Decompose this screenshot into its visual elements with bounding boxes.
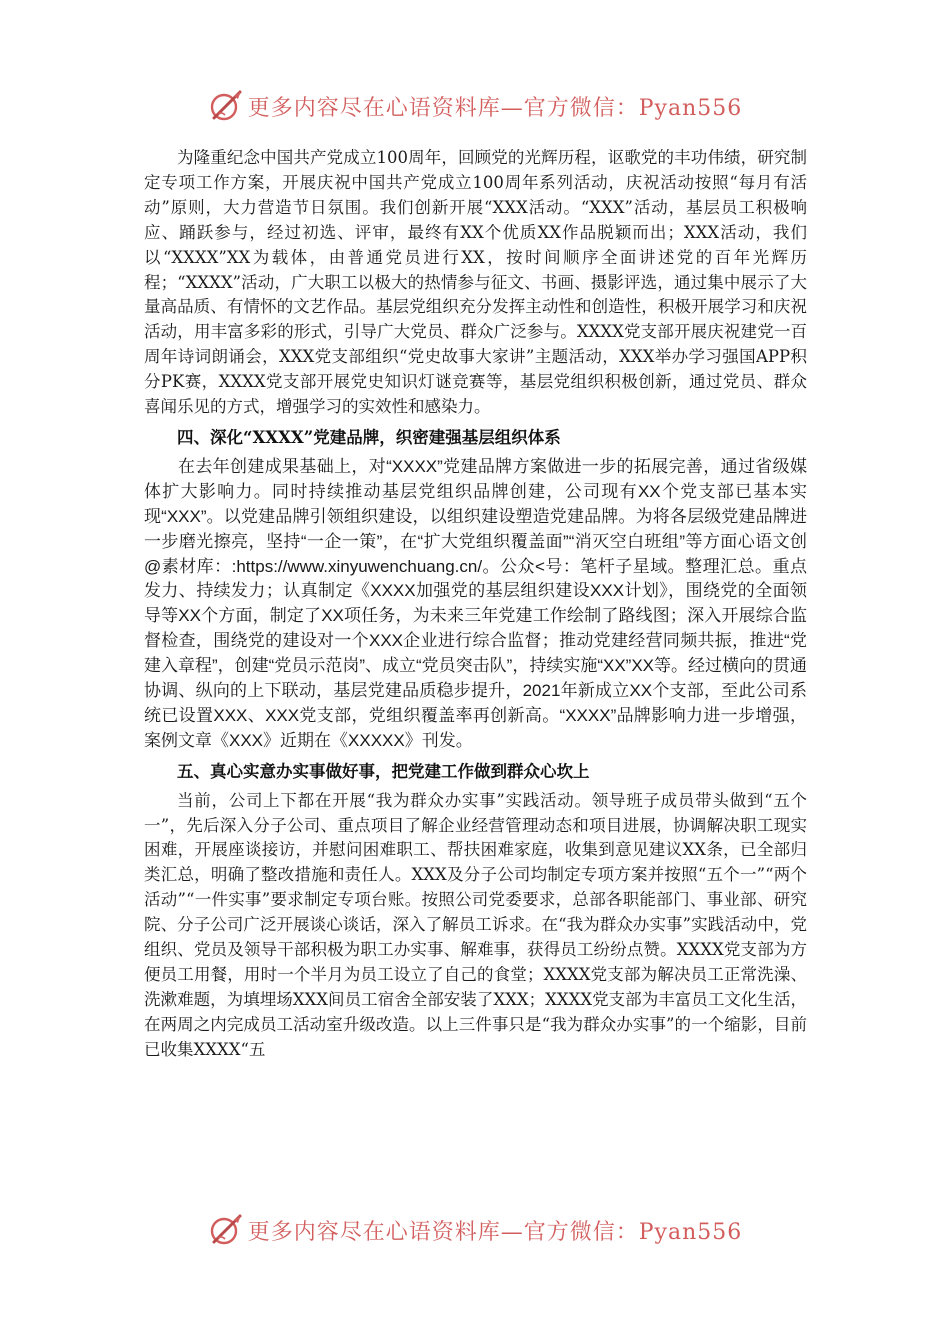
header-banner	[0, 86, 950, 126]
banner-text: 更多内容尽在心语资料库—官方微信：Pyan556	[247, 1219, 743, 1245]
section-heading-4: 四、深化“XXXX”党建品牌，织密建强基层组织体系	[177, 427, 561, 447]
pen-logo-icon	[208, 88, 244, 124]
pen-logo-icon	[208, 1212, 244, 1248]
paragraph-party-brand: 在去年创建成果基础上，对“XXXX”党建品牌方案做进一步的拓展完善，通过省级媒体扩大影响力。同时持续推动基层党组织品牌创建，公司现有XX个党支部已基本实现“XXX”。以党建品牌引领组织建设，以组织建设塑造党建品牌。为将各层级党建品牌进一步磨光擦亮，坚持“一企一策”，在“扩大党组织覆盖面”“消灭空白班组”等方面心语文创@素材库：:https://www.xinyuwenchuang.cn/。公众<号：笔杆子星域。整理汇总。重点发力、持续发力；认真制定《XXXX加强党的基层组织建设XXX计划》，围绕党的全面领导等XX个方面，制定了XX项任务，为未来三年党建工作绘制了路线图；深入开展综合监督检查，围绕党的建设对一个XXX企业进行综合监督；推动党建经营同频共振，推进“党建入章程”，创建“党员示范岗”、成立“党员突击队”，持续实施“XX”XX等。经过横向的贯通协调、纵向的上下联动，基层党建品质稳步提升，2021年新成立XX个支部，至此公司系统已设置XXX、XXX党支部，党组织覆盖率再创新高。“XXXX”品牌影响力进一步增强，案例文章《XXX》近期在《XXXXX》刊发。	[144, 456, 807, 750]
footer-banner	[0, 1210, 950, 1250]
section-heading-5: 五、真心实意办实事做好事，把党建工作做到群众心坎上	[177, 761, 590, 781]
document-body	[144, 146, 807, 1063]
paragraph-practical-deeds: 当前，公司上下都在开展“我为群众办实事”实践活动。领导班子成员带头做到“五个一”，先后深入分子公司、重点项目了解企业经营管理动态和项目进展，协调解决职工现实困难，开展座谈接访，并慰问困难职工、帮扶困难家庭，收集到意见建议XX条，已全部归类汇总，明确了整改措施和责任人。XXX及分子公司均制定专项方案并按照“五个一”“两个活动”“一件实事”要求制定专项台账。按照公司党委要求，总部各职能部门、事业部、研究院、分子公司广泛开展谈心谈话，深入了解员工诉求。在“我为群众办实事”实践活动中，党组织、党员及领导干部积极为职工办实事、解难事，获得员工纷纷点赞。XXXX党支部为方便员工用餐，用时一个半月为员工设立了自己的食堂；XXXX党支部为解决员工正常洗澡、洗漱难题，为填埋场XXX间员工宿舍全部安装了XXX；XXXX党支部为丰富员工文化生活，在两周之内完成员工活动室升级改造。以上三件事只是“我为群众办实事”的一个缩影，目前已收集XXXX“五	[144, 790, 807, 1059]
banner-text: 更多内容尽在心语资料库—官方微信：Pyan556	[247, 95, 743, 121]
paragraph-celebration-activities: 为隆重纪念中国共产党成立100周年，回顾党的光辉历程，讴歌党的丰功伟绩，研究制定专项工作方案，开展庆祝中国共产党成立100周年系列活动，庆祝活动按照“每月有活动”原则，大力营造节日氛围。我们创新开展“XXX活动。“XXX”活动，基层员工积极响应、踊跃参与，经过初选、评审，最终有XX个优质XX作品脱颖而出；XXX活动，我们以“XXXX”XX为载体，由普通党员进行XX，按时间顺序全面讲述党的百年光辉历程；“XXXX”活动，广大职工以极大的热情参与征文、书画、摄影评选，通过集中展示了大量高品质、有情怀的文艺作品。基层党组织充分发挥主动性和创造性，积极开展学习和庆祝活动，用丰富多彩的形式，引导广大党员、群众广泛参与。XXXX党支部开展庆祝建党一百周年诗词朗诵会，XXX党支部组织“党史故事大家讲”主题活动，XXX举办学习强国APP积分PK赛，XXXX党支部开展党史知识灯谜竞赛等，基层党组织积极创新，通过党员、群众喜闻乐见的方式，增强学习的实效性和感染力。	[144, 148, 807, 417]
